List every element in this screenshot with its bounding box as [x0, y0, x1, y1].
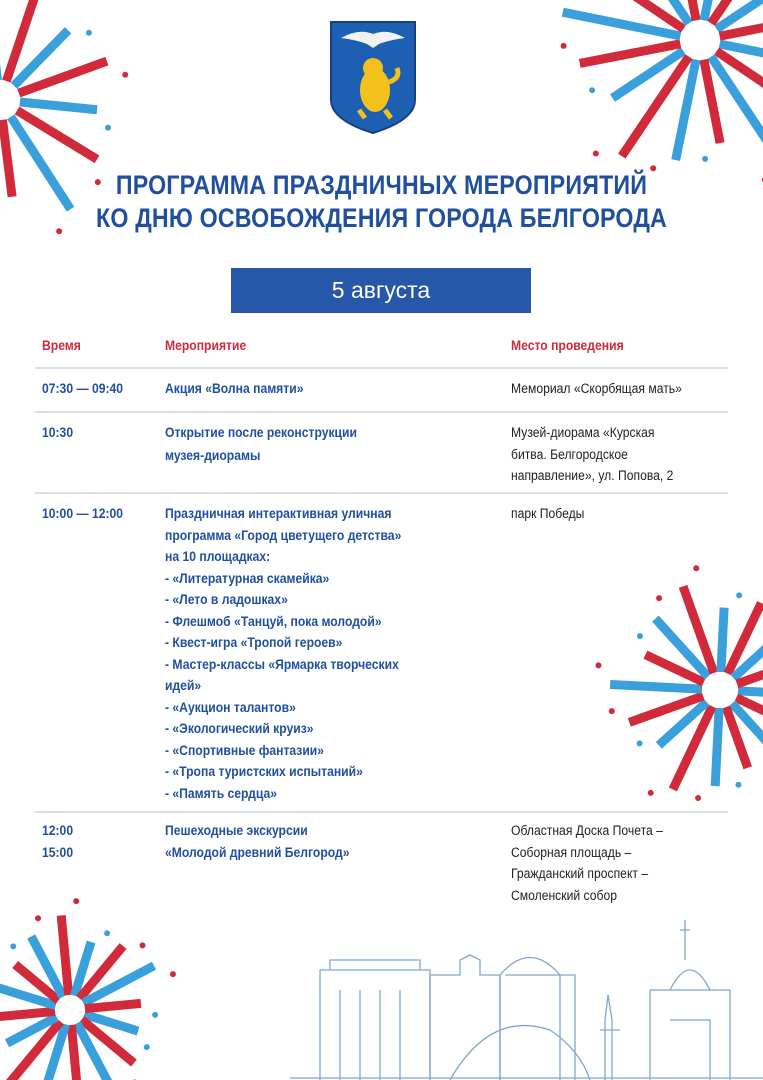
row-event-text: музея-диорамы: [165, 447, 261, 463]
firework-spark: [105, 125, 111, 131]
firework-spark: [35, 915, 41, 921]
firework-spark: [736, 592, 742, 598]
firework-ray: [715, 708, 719, 786]
firework-spark: [656, 595, 662, 601]
row-event-text: - «Лето в ладошках»: [165, 592, 288, 607]
row-event-text: идей»: [165, 678, 202, 693]
row-event-text: Акция «Волна памяти»: [165, 381, 304, 396]
row-event-text: - Флешмоб «Танцуй, пока молодой»: [165, 613, 382, 629]
firework-spark: [73, 898, 79, 904]
row-event-text: - «Память сердца»: [165, 785, 278, 801]
row-time-text: 07:30 — 09:40: [42, 381, 124, 396]
row-event-text: на 10 площадках:: [165, 549, 271, 564]
row-place-text: Гражданский проспект –: [511, 866, 649, 881]
row-event-text: - Квест-игра «Тропой героев»: [165, 635, 343, 650]
row-event-text: программа «Город цветущего детства»: [165, 527, 402, 543]
row-event-text: «Молодой древний Белгород»: [165, 844, 350, 860]
row-place-text: парк Победы: [511, 506, 585, 521]
firework-ray: [610, 685, 702, 690]
row-divider: [35, 492, 728, 494]
row-place-text: Мемориал «Скорбящая мать»: [511, 381, 682, 396]
firework-spark: [152, 1012, 158, 1018]
firework-ray: [71, 1025, 76, 1080]
firework-ray: [0, 1011, 55, 1017]
row-place-text: битва. Белгородское: [511, 446, 628, 462]
firework-spark: [637, 740, 643, 746]
firework-ray: [721, 608, 724, 672]
row-place-text: Соборная площадь –: [511, 844, 632, 860]
row-divider: [35, 811, 728, 813]
row-event-text: - «Литературная скамейка»: [165, 570, 330, 586]
row-event-text: - Мастер-классы «Ярмарка творческих: [165, 656, 399, 672]
firework-spark: [86, 30, 92, 36]
row-place-text: направление», ул. Попова, 2: [511, 468, 674, 483]
firework-spark: [170, 971, 176, 977]
firework-spark: [648, 790, 654, 796]
date-banner: 5 августа: [231, 268, 531, 313]
firework-spark: [735, 782, 741, 788]
firework-ray: [20, 102, 97, 110]
row-event-text: - «Спортивные фантазии»: [165, 742, 325, 758]
firework-spark: [561, 43, 567, 49]
firework-spark: [637, 633, 643, 639]
firework-spark: [609, 708, 615, 714]
firework-spark: [139, 942, 145, 948]
row-place-text: Музей-диорама «Курская: [511, 425, 655, 440]
firework-spark: [589, 87, 595, 93]
row-time-text: 15:00: [42, 844, 74, 860]
row-divider: [35, 367, 728, 369]
firework-spark: [122, 72, 128, 78]
row-event-text: Праздничная интерактивная уличная: [165, 506, 392, 521]
firework-spark: [593, 150, 599, 156]
firework-spark: [595, 662, 601, 668]
firework-ray: [61, 915, 68, 995]
row-event-text: Пешеходные экскурсии: [165, 823, 308, 838]
firework-spark: [144, 1044, 150, 1050]
row-place-text: Смоленский собор: [511, 887, 617, 903]
row-event-text: - «Тропа туристских испытаний»: [165, 764, 363, 779]
row-time-text: 10:00 — 12:00: [42, 506, 124, 521]
row-event-text: Открытие после реконструкции: [165, 425, 357, 440]
title-line-2: КО ДНЮ ОСВОБОЖДЕНИЯ ГОРОДА БЕЛГОРОДА: [96, 203, 667, 233]
row-event-text: - «Аукцион талантов»: [165, 699, 296, 715]
firework-spark: [693, 565, 699, 571]
header-event: Мероприятие: [165, 338, 247, 353]
row-time-text: 10:30: [42, 425, 74, 440]
header-time: Время: [42, 338, 81, 353]
firework-ray: [738, 691, 763, 694]
row-place-text: Областная Доска Почета –: [511, 823, 663, 838]
firework-ray: [85, 1003, 141, 1008]
firework-spark: [104, 930, 110, 936]
header-place: Место проведения: [511, 338, 624, 353]
firework-spark: [10, 943, 16, 949]
row-event-text: - «Экологический круиз»: [165, 721, 314, 736]
firework-ray: [2, 120, 12, 197]
row-divider: [35, 411, 728, 413]
firework-spark: [695, 795, 701, 801]
city-skyline-illustration: [290, 900, 763, 1080]
firework-spark: [702, 156, 708, 162]
belgorod-coat-of-arms-icon: [329, 20, 417, 135]
title-line-1: ПРОГРАММА ПРАЗДНИЧНЫХ МЕРОПРИЯТИЙ: [115, 170, 648, 200]
row-time-text: 12:00: [42, 823, 74, 838]
